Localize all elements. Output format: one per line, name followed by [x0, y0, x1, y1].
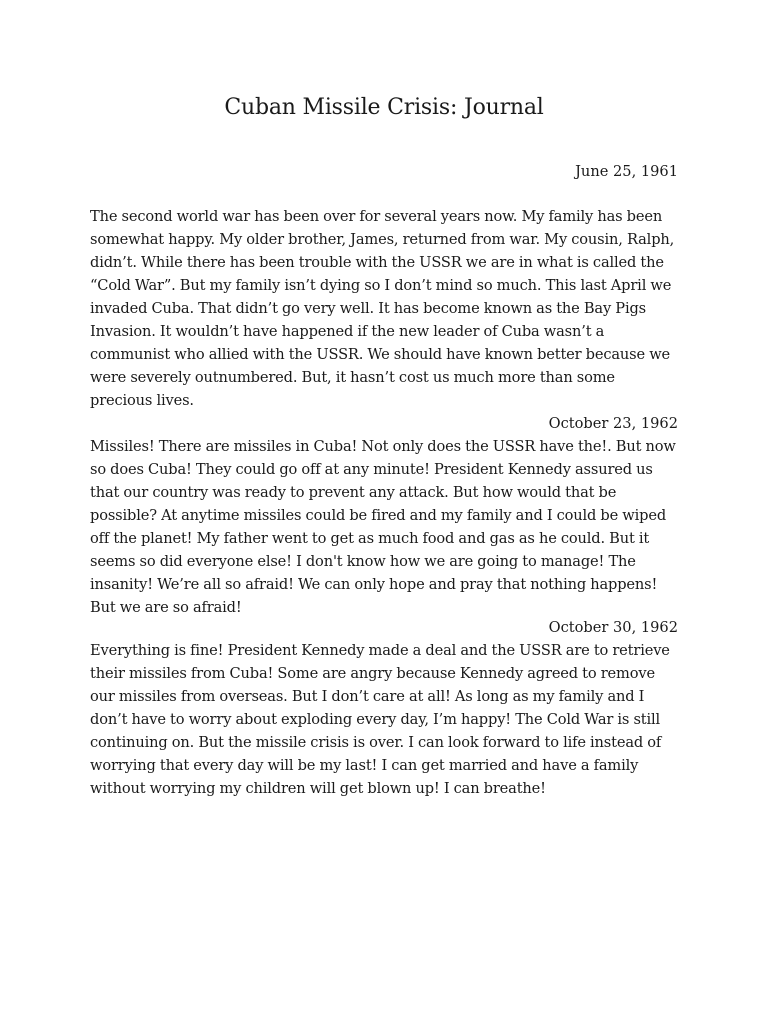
document-title: Cuban Missile Crisis: Journal [224, 95, 544, 120]
entry-text: Everything is fine! President Kennedy made a deal and the USSR are to retrieve their missiles from Cuba! Some are angry because Kennedy agreed to remove our missiles from overseas. But I don’t care at all! As long as my family and I don’t have to worry about exploding every day, I’m happy! The Cold War is still continuing on. But the missile crisis is over. I can look forward to life instead of worrying that every day will be my last! I can get married and have a family without worrying my children will get blown up! I can breathe! [90, 642, 670, 797]
entry-date: October 23, 1962 [548, 415, 678, 432]
entry-date: October 30, 1962 [548, 619, 678, 636]
entry-date: June 25, 1961 [575, 163, 678, 180]
entry-text: Missiles! There are missiles in Cuba! Not only does the USSR have the!. But now so does Cuba! They could go off at any minute! President Kennedy assured us that our country was ready to prevent any attack. But how would that be possible? At anytime missiles could be fired and my family and I could be wiped off the planet! My father went to get as much food and gas as he could. But it seems so did everyone else! I don't know how we are going to manage! The insanity! We’re all so afraid! We can only hope and pray that nothing happens! But we are so afraid! [90, 438, 676, 616]
entry-text: The second world war has been over for several years now. My family has been somewhat happy. My older brother, James, returned from war. My cousin, Ralph, didn’t. While there has been trouble with the USSR we are in what is called the “Cold War”. But my family isn’t dying so I don’t mind so much. This last April we invaded Cuba. That didn’t go very well. It has become known as the Bay Pigs Invasion. It wouldn’t have happened if the new leader of Cuba wasn’t a communist who allied with the USSR. We should have known better because we were severely outnumbered. But, it hasn’t cost us much more than some precious lives. [90, 208, 675, 409]
